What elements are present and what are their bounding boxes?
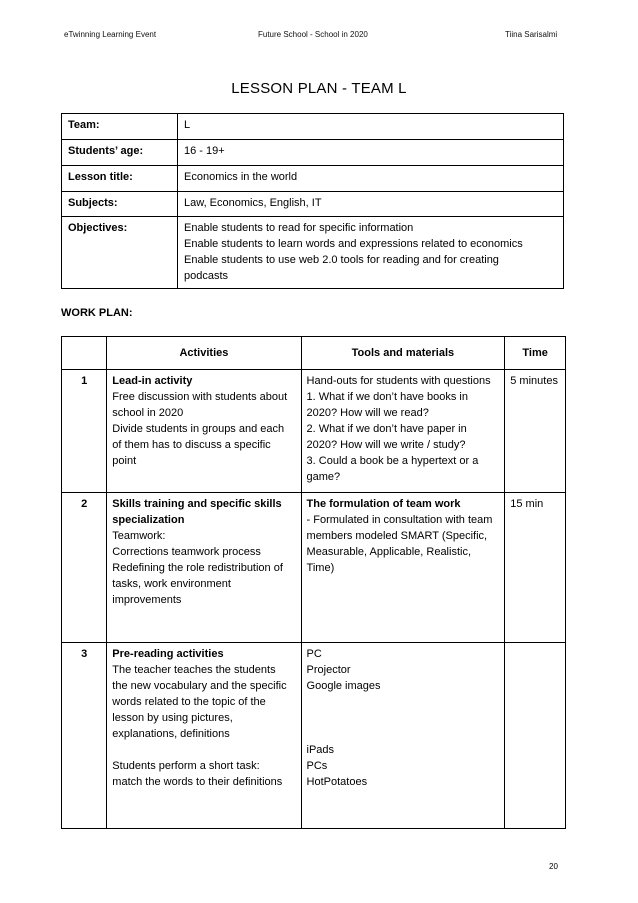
activity-cell [107, 370, 301, 493]
tools-title: The formulation of team work [306, 498, 461, 510]
team-label: Team: [62, 114, 178, 140]
activity-line: point [112, 455, 137, 467]
header-right: Tiina Sarisalmi [505, 30, 558, 39]
activity-line: improvements [112, 594, 182, 606]
objective-line: podcasts [184, 270, 229, 282]
info-row-objectives [62, 217, 564, 289]
time-header: Time [505, 337, 566, 370]
activity-line: match the words to their definitions [112, 776, 283, 788]
plan-header-row [62, 337, 566, 370]
activity-line: The teacher teaches the students [112, 664, 276, 676]
activity-line: Teamwork: [112, 530, 166, 542]
tools-line: PC [306, 648, 322, 660]
age-value: 16 - 19+ [178, 140, 564, 166]
subjects-value: Law, Economics, English, IT [178, 192, 564, 217]
page-header [0, 30, 638, 42]
activity-line: explanations, definitions [112, 728, 230, 740]
tools-cell [301, 370, 505, 493]
lesson-info-table [61, 113, 564, 289]
activity-line: Free discussion with students about [112, 391, 288, 403]
activity-line: school in 2020 [112, 407, 184, 419]
activity-cell [107, 643, 301, 829]
tools-line: 2. What if we don’t have paper in [306, 423, 467, 435]
age-label: Students’ age: [62, 140, 178, 166]
tools-line: iPads [306, 744, 335, 756]
activity-title: Pre-reading activities [112, 648, 224, 660]
work-plan-table [61, 336, 566, 829]
info-row-subjects [62, 192, 564, 217]
objectives-label: Objectives: [62, 217, 178, 289]
activity-line: lesson by using pictures, [112, 712, 233, 724]
objective-line: Enable students to learn words and expressions related to economics [184, 238, 523, 250]
team-value: L [178, 114, 564, 140]
tools-line: HotPotatoes [306, 776, 368, 788]
subjects-label: Subjects: [62, 192, 178, 217]
time-cell: 5 minutes [505, 370, 566, 493]
activity-line: Divide students in groups and each [112, 423, 285, 435]
info-row-lesson-title [62, 166, 564, 192]
activities-header: Activities [107, 337, 301, 370]
objectives-value [178, 217, 564, 289]
tools-cell [301, 643, 505, 829]
spacer [307, 694, 500, 742]
tools-line: Time) [306, 562, 335, 574]
page-title: LESSON PLAN - TEAM L [231, 80, 407, 97]
tools-line: 2020? How will we read? [306, 407, 429, 419]
tools-line: 3. Could a book be a hypertext or a [306, 455, 479, 467]
lesson-title-value: Economics in the world [178, 166, 564, 192]
row-number: 1 [62, 370, 107, 493]
spacer [112, 742, 295, 758]
activity-line: words related to the topic of the [112, 696, 266, 708]
objective-line: Enable students to use web 2.0 tools for reading and for creating [184, 254, 499, 266]
tools-line: Google images [306, 680, 381, 692]
tools-line: 2020? How will we write / study? [306, 439, 466, 451]
header-center: Future School - School in 2020 [258, 30, 368, 39]
time-cell: 15 min [505, 493, 566, 643]
lesson-title-label: Lesson title: [62, 166, 178, 192]
tools-line: PCs [306, 760, 328, 772]
objective-line: Enable students to read for specific information [184, 222, 414, 234]
page-number: 20 [549, 862, 558, 871]
work-plan-heading: WORK PLAN: [61, 307, 133, 319]
plan-row [62, 493, 566, 643]
plan-row [62, 370, 566, 493]
header-left: eTwinning Learning Event [64, 30, 157, 39]
tools-line: Measurable, Applicable, Realistic, [306, 546, 472, 558]
tools-line: members modeled SMART (Specific, [306, 530, 488, 542]
activity-line: tasks, work environment [112, 578, 231, 590]
activity-title: specialization [112, 514, 185, 526]
activity-line: Corrections teamwork process [112, 546, 261, 558]
activity-cell [107, 493, 301, 643]
tools-line: Hand-outs for students with questions [306, 375, 491, 387]
tools-line: game? [306, 471, 341, 483]
tools-header: Tools and materials [301, 337, 505, 370]
plan-row [62, 643, 566, 829]
activity-line: of them has to discuss a specific [112, 439, 271, 451]
row-number: 3 [62, 643, 107, 829]
activity-title: Lead-in activity [112, 375, 193, 387]
info-row-age [62, 140, 564, 166]
num-header [62, 337, 107, 370]
activity-title: Skills training and specific skills [112, 498, 282, 510]
time-cell [505, 643, 566, 829]
tools-cell [301, 493, 505, 643]
tools-line: - Formulated in consultation with team [306, 514, 493, 526]
activity-line: the new vocabulary and the specific [112, 680, 287, 692]
activity-line: Redefining the role redistribution of [112, 562, 283, 574]
info-row-team [62, 114, 564, 140]
activity-line: Students perform a short task: [112, 760, 260, 772]
tools-line: Projector [306, 664, 351, 676]
row-number: 2 [62, 493, 107, 643]
tools-line: 1. What if we don’t have books in [306, 391, 468, 403]
